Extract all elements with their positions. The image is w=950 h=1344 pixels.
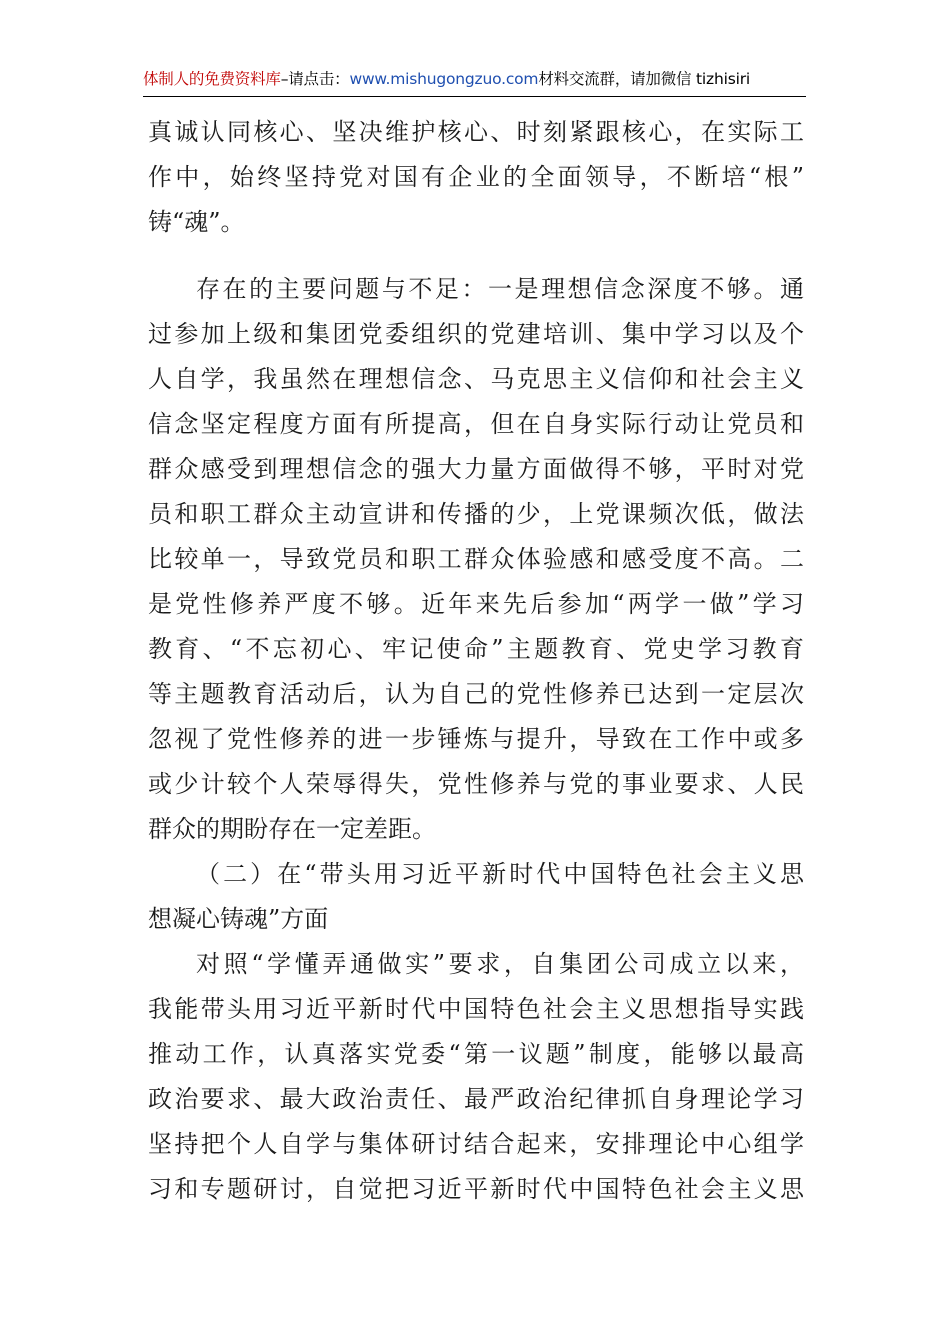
text-line: 真诚认同核心、坚决维护核心、时刻紧跟核心，在实际工 — [148, 118, 804, 146]
text-line: 铸“魂”。 — [148, 208, 245, 236]
page-header — [143, 62, 806, 97]
text-line: 坚持把个人自学与集体研讨结合起来，安排理论中心组学 — [148, 1130, 804, 1158]
section-heading: （二）在“带头用习近平新时代中国特色社会主义思 — [196, 860, 804, 888]
text-line: 过参加上级和集团党委组织的党建培训、集中学习以及个 — [148, 320, 804, 348]
text-line: 作中，始终坚持党对国有企业的全面领导，不断培“根” — [148, 163, 804, 191]
text-line: 存在的主要问题与不足：一是理想信念深度不够。通 — [196, 275, 804, 303]
text-line: 等主题教育活动后，认为自己的党性修养已达到一定层次 — [148, 680, 804, 708]
section-heading: 想凝心铸魂”方面 — [148, 905, 329, 933]
text-line: 人自学，我虽然在理想信念、马克思主义信仰和社会主义 — [148, 365, 804, 393]
text-line: 员和职工群众主动宣讲和传播的少，上党课频次低，做法 — [148, 500, 804, 528]
header-contact: 材料交流群，请加微信 tizhisiri — [538, 70, 750, 88]
text-line: 忽视了党性修养的进一步锤炼与提升，导致在工作中或多 — [148, 725, 804, 753]
text-line: 群众的期盼存在一定差距。 — [148, 815, 436, 843]
text-line: 或少计较个人荣辱得失，党性修养与党的事业要求、人民 — [148, 770, 804, 798]
text-line: 推动工作，认真落实党委“第一议题”制度，能够以最高 — [148, 1040, 804, 1068]
text-line: 比较单一，导致党员和职工群众体验感和感受度不高。二 — [148, 545, 804, 573]
text-line: 习和专题研讨，自觉把习近平新时代中国特色社会主义思 — [148, 1175, 804, 1203]
text-line: 政治要求、最大政治责任、最严政治纪律抓自身理论学习 — [148, 1085, 804, 1113]
header-url-link[interactable]: www.mishugongzuo.com — [349, 70, 539, 88]
text-line: 对照“学懂弄通做实”要求，自集团公司成立以来， — [196, 950, 804, 978]
text-line: 我能带头用习近平新时代中国特色社会主义思想指导实践 — [148, 995, 804, 1023]
text-line: 信念坚定程度方面有所提高，但在自身实际行动让党员和 — [148, 410, 804, 438]
header-brand: 体制人的免费资料库 — [143, 70, 281, 88]
text-line: 群众感受到理想信念的强大力量方面做得不够，平时对党 — [148, 455, 804, 483]
text-line: 是党性修养严度不够。近年来先后参加“两学一做”学习 — [148, 590, 804, 618]
header-click-prompt: –请点击： — [280, 70, 350, 88]
text-line: 教育、“不忘初心、牢记使命”主题教育、党史学习教育 — [148, 635, 804, 663]
